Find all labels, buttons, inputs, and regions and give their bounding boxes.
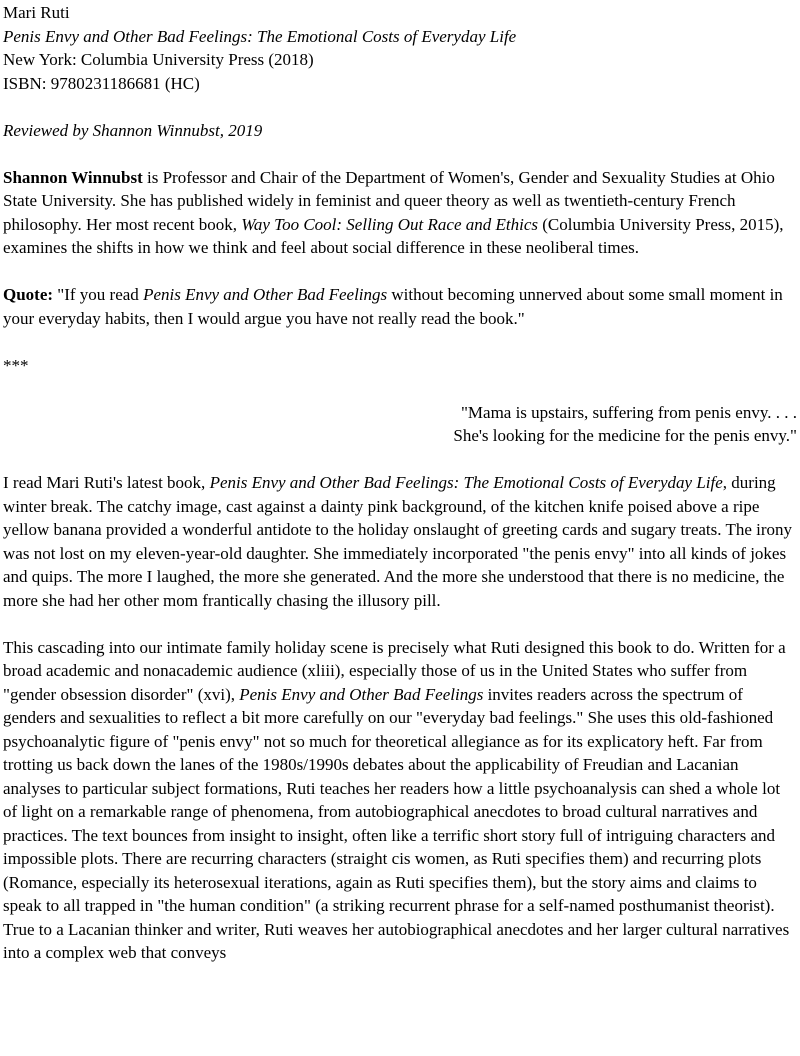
reviewed-by-line: Reviewed by Shannon Winnubst, 2019 xyxy=(3,120,263,140)
quote-text-end: without becoming unnerved about some small moment in your everyday habits, then I would argue you have not really read the book." xyxy=(3,285,783,328)
bio-text: is Professor and Chair of the Department of Women's, Gender and Sexuality Studies at Ohio State University. She has published widely in feminist and queer theory as well as twentieth-century French philosophy. Her most recent book, xyxy=(3,167,775,234)
epigraph xyxy=(3,401,797,448)
quote-paragraph xyxy=(3,283,797,330)
review-paragraph-1 xyxy=(3,471,797,612)
bio-book-title: Way Too Cool: Selling Out Race and Ethics xyxy=(241,214,538,234)
quote-label: Quote: xyxy=(3,285,54,304)
p2-book-title: Penis Envy and Other Bad Feelings xyxy=(239,684,484,704)
quote-text-start: "If you read xyxy=(53,285,144,304)
book-author: Mari Ruti xyxy=(3,3,70,22)
p1-text-start: I read Mari Ruti's latest book, xyxy=(3,473,210,492)
p2-text-start: This cascading into our intimate family holiday scene is precisely what Ruti designed this book to do. Written for a broad academic and nonacademic audience (xliii), especially those of us in the United States who suffer from "gender obsession disorder" (xvi), xyxy=(3,637,786,704)
reviewer-name: Shannon Winnubst xyxy=(3,167,143,187)
review-paragraph-2 xyxy=(3,636,797,965)
epigraph-line-2: She's looking for the medicine for the penis envy." xyxy=(453,426,797,445)
p2-text-end: invites readers across the spectrum of genders and sexualities to reflect a bit more carefully on our "everyday bad feelings." She uses this old-fashioned psychoanalytic figure of "penis envy" not so much for theoretical allegiance as for its explicatory heft. Far from trotting us back down the lanes of the 1980s/1990s debates about the applicability of Freudian and Lacanian analyses to particular subject formations, Ruti teaches her readers how a little psychoanalysis can shed a whole lot of light on a remarkable range of phenomena, from autobiographical anecdotes to broad cultural narratives and practices. The text bounces from insight to insight, often like a terrific short story full of intriguing characters and impossible plots. There are recurring characters (straight cis women, as Ruti specifies them) and recurring plots (Romance, especially its heterosexual iterations, again as Ruti specifies them), but the story aims and claims to speak to all trapped in "the human condition" (a striking recurrent phrase for a self-named posthumanist theorist). True to a Lacanian thinker and writer, Ruti weaves her autobiographical anecdotes and her larger cultural narratives into a complex web that conveys xyxy=(3,684,790,962)
book-citation-block xyxy=(3,1,797,95)
p1-book-title: Penis Envy and Other Bad Feelings: The Emotional Costs of Everyday Life xyxy=(209,473,723,492)
book-title: Penis Envy and Other Bad Feelings: The Emotional Costs of Everyday Life xyxy=(3,26,517,46)
book-isbn: ISBN: 9780231186681 (HC) xyxy=(3,73,200,93)
epigraph-line-1: "Mama is upstairs, suffering from penis envy. . . . xyxy=(460,402,797,422)
bio-text-end: (Columbia University Press, 2015), examines the shifts in how we think and feel about social difference in these neoliberal times. xyxy=(3,214,784,257)
section-separator: *** xyxy=(3,355,29,375)
quote-book-title: Penis Envy and Other Bad Feelings xyxy=(143,285,388,304)
reviewer-bio-paragraph xyxy=(3,166,797,260)
p1-text-end: , during winter break. The catchy image, cast against a dainty pink background, of the kitchen knife poised above a ripe yellow banana provided a wonderful antidote to the holiday onslaught of greeting cards and sugary treats. The irony was not lost on my eleven-year-old daughter. She immediately incorporated "the penis envy" into all kinds of jokes and quips. The more I laughed, the more she generated. And the more she understood that there is no medicine, the more she had her other mom frantically chasing the illusory pill. xyxy=(3,473,793,610)
book-publisher: New York: Columbia University Press (2018) xyxy=(3,50,314,69)
